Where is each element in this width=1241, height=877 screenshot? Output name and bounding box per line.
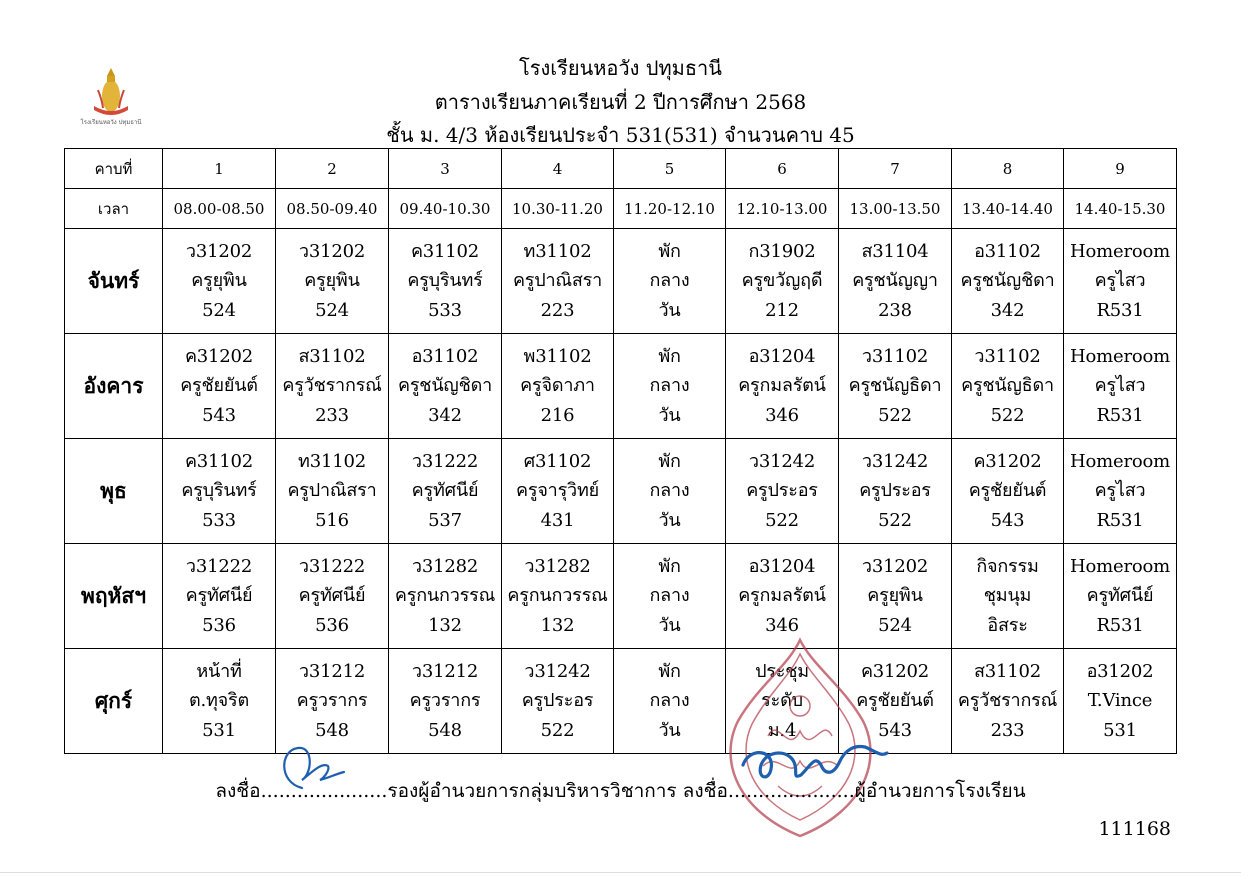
period-2: 2 bbox=[276, 149, 389, 189]
term-title: ตารางเรียนภาคเรียนที่ 2 ปีการศึกษา 2568 bbox=[434, 90, 807, 114]
day-row bbox=[65, 544, 1177, 649]
subject-code: ว31242 bbox=[524, 660, 591, 682]
schedule-cell bbox=[952, 334, 1064, 439]
period-5: 5 bbox=[614, 149, 726, 189]
room-number: วัน bbox=[658, 404, 681, 426]
subject-code: Homeroom bbox=[1069, 450, 1170, 472]
subject-code: อ31204 bbox=[748, 555, 816, 577]
room-number: วัน bbox=[658, 719, 681, 741]
period-7: 7 bbox=[839, 149, 952, 189]
teacher-name: ครูจิดาภา bbox=[520, 375, 595, 397]
room-number: 238 bbox=[878, 299, 912, 321]
room-number: 346 bbox=[765, 614, 799, 636]
teacher-name: ครูวรากร bbox=[296, 690, 368, 712]
subject-code: ว31212 bbox=[411, 660, 479, 682]
schedule-cell bbox=[614, 334, 726, 439]
room-number: 531 bbox=[1103, 719, 1137, 741]
teacher-name: ครูประอร bbox=[746, 480, 818, 502]
schedule-cell bbox=[1064, 334, 1177, 439]
day-name: ศุกร์ bbox=[65, 649, 163, 754]
schedule-cell bbox=[952, 229, 1064, 334]
room-number: 522 bbox=[878, 509, 912, 531]
time-slot-9: 14.40-15.30 bbox=[1064, 189, 1177, 229]
schedule-cell bbox=[276, 649, 389, 754]
teacher-name: กลาง bbox=[649, 690, 690, 712]
schedule-cell bbox=[1064, 649, 1177, 754]
day-name: จันทร์ bbox=[65, 229, 163, 334]
subject-code: ท31102 bbox=[298, 450, 366, 472]
teacher-name: ครูยุพิน bbox=[304, 270, 360, 292]
schedule-cell bbox=[502, 544, 614, 649]
schedule-cell bbox=[839, 229, 952, 334]
teacher-name: ครูจารุวิทย์ bbox=[516, 480, 599, 502]
room-number: 536 bbox=[315, 614, 349, 636]
subject-code: ว31222 bbox=[185, 555, 253, 577]
time-slot-6: 12.10-13.00 bbox=[726, 189, 839, 229]
schedule-cell bbox=[502, 229, 614, 334]
teacher-name: ครูกนกวรรณ bbox=[507, 585, 608, 607]
room-number: 342 bbox=[990, 299, 1025, 321]
teacher-name: ครูวัชรากรณ์ bbox=[282, 375, 382, 397]
time-slot-8: 13.40-14.40 bbox=[952, 189, 1064, 229]
room-number: R531 bbox=[1096, 614, 1144, 636]
schedule-cell bbox=[276, 439, 389, 544]
subject-code: ค31102 bbox=[184, 450, 254, 472]
subject-code: พ31102 bbox=[523, 345, 592, 367]
bottom-divider bbox=[0, 872, 1241, 873]
schedule-cell bbox=[276, 334, 389, 439]
teacher-name: ครูปาณิสรา bbox=[287, 480, 377, 502]
teacher-name: ครูชนัญญา bbox=[852, 270, 938, 292]
subject-code: กิจกรรม bbox=[976, 555, 1039, 577]
schedule-cell bbox=[952, 439, 1064, 544]
period-9: 9 bbox=[1064, 149, 1177, 189]
logo-caption: โรงเรียนหอวัง ปทุมธานี bbox=[80, 119, 142, 126]
room-number: R531 bbox=[1096, 509, 1144, 531]
subject-code: ส31102 bbox=[973, 660, 1042, 682]
schedule-cell bbox=[1064, 544, 1177, 649]
time-header-row bbox=[65, 189, 1177, 229]
teacher-name: ครูประอร bbox=[859, 480, 931, 502]
teacher-name: ครูชนัญธิดา bbox=[848, 375, 942, 397]
schedule-cell bbox=[726, 334, 839, 439]
time-label: เวลา bbox=[65, 189, 163, 229]
subject-code: ค31202 bbox=[860, 660, 930, 682]
room-number: 233 bbox=[990, 719, 1025, 741]
subject-code: ว31282 bbox=[524, 555, 591, 577]
subject-code: ค31202 bbox=[973, 450, 1042, 472]
subject-code: อ31102 bbox=[974, 240, 1041, 262]
teacher-name: T.Vince bbox=[1087, 690, 1153, 712]
room-number: 548 bbox=[428, 719, 462, 741]
teacher-name: ครูกมลรัตน์ bbox=[738, 585, 826, 607]
room-number: 346 bbox=[765, 404, 799, 426]
schedule-cell bbox=[614, 544, 726, 649]
room-number: 531 bbox=[202, 719, 236, 741]
teacher-name: ครูบุรินทร์ bbox=[181, 480, 257, 502]
subject-code: ว31222 bbox=[298, 555, 366, 577]
subject-code: ค31102 bbox=[410, 240, 480, 262]
teacher-name: กลาง bbox=[649, 375, 690, 397]
room-number: ม.4 bbox=[767, 719, 797, 741]
schedule-cell bbox=[1064, 229, 1177, 334]
day-row bbox=[65, 439, 1177, 544]
subject-code: ศ31102 bbox=[523, 450, 592, 472]
subject-code: พัก bbox=[658, 555, 681, 577]
room-number: 212 bbox=[765, 299, 799, 321]
teacher-name: ครูวัชรากรณ์ bbox=[957, 690, 1058, 712]
schedule-cell bbox=[839, 439, 952, 544]
room-number: R531 bbox=[1096, 404, 1144, 426]
schedule-cell bbox=[726, 229, 839, 334]
teacher-name: ครูชัยยันต์ bbox=[856, 690, 934, 712]
subject-code: ท31102 bbox=[523, 240, 592, 262]
room-number: 524 bbox=[878, 614, 912, 636]
time-slot-5: 11.20-12.10 bbox=[614, 189, 726, 229]
period-label: คาบที่ bbox=[65, 149, 163, 189]
schedule-cell bbox=[502, 334, 614, 439]
schedule-cell bbox=[389, 439, 502, 544]
schedule-cell bbox=[726, 439, 839, 544]
schedule-cell bbox=[614, 229, 726, 334]
subject-code: ว31102 bbox=[861, 345, 929, 367]
room-number: วัน bbox=[658, 299, 681, 321]
subject-code: พัก bbox=[658, 660, 681, 682]
teacher-name: ครูไสว bbox=[1094, 480, 1146, 502]
timetable bbox=[64, 148, 1177, 754]
room-number: 533 bbox=[428, 299, 462, 321]
teacher-name: ครูชนัญชิดา bbox=[960, 270, 1055, 292]
teacher-name: ชุมนุม bbox=[983, 585, 1032, 607]
teacher-name: กลาง bbox=[649, 270, 690, 292]
period-8: 8 bbox=[952, 149, 1064, 189]
subject-code: พัก bbox=[658, 240, 681, 262]
time-slot-3: 09.40-10.30 bbox=[389, 189, 502, 229]
room-number: 132 bbox=[428, 614, 462, 636]
room-number: 223 bbox=[540, 299, 575, 321]
teacher-name: ครูทัศนีย์ bbox=[1086, 585, 1154, 607]
room-number: 516 bbox=[315, 509, 349, 531]
class-info: ชั้น ม. 4/3 ห้องเรียนประจำ 531(531) จำนวนคาบ 45 bbox=[386, 123, 855, 147]
subject-code: ว31282 bbox=[411, 555, 479, 577]
schedule-cell bbox=[614, 439, 726, 544]
room-number: 543 bbox=[990, 509, 1025, 531]
room-number: 431 bbox=[540, 509, 575, 531]
signature-line: ลงชื่อ.....................รองผู้อำนวยการกลุ่มบริหารวิชาการ ลงชื่อ.....................ผู้อำนวยการโรงเรียน bbox=[215, 780, 1026, 802]
time-slot-2: 08.50-09.40 bbox=[276, 189, 389, 229]
period-1: 1 bbox=[163, 149, 276, 189]
time-slot-7: 13.00-13.50 bbox=[839, 189, 952, 229]
teacher-name: ครูกมลรัตน์ bbox=[738, 375, 826, 397]
room-number: R531 bbox=[1096, 299, 1144, 321]
subject-code: Homeroom bbox=[1069, 240, 1170, 262]
subject-code: พัก bbox=[658, 345, 681, 367]
day-name: พุธ bbox=[65, 439, 163, 544]
schedule-cell bbox=[276, 229, 389, 334]
schedule-cell bbox=[952, 544, 1064, 649]
schedule-cell bbox=[502, 649, 614, 754]
school-name: โรงเรียนหอวัง ปทุมธานี bbox=[519, 56, 722, 80]
schedule-cell bbox=[276, 544, 389, 649]
room-number: 522 bbox=[540, 719, 575, 741]
subject-code: ว31202 bbox=[185, 240, 253, 262]
document-code: 111168 bbox=[1098, 818, 1171, 840]
schedule-cell bbox=[389, 229, 502, 334]
room-number: วัน bbox=[658, 614, 681, 636]
schedule-cell bbox=[389, 334, 502, 439]
schedule-cell bbox=[952, 649, 1064, 754]
subject-code: ส31104 bbox=[861, 240, 929, 262]
time-slot-1: 08.00-08.50 bbox=[163, 189, 276, 229]
day-row bbox=[65, 229, 1177, 334]
room-number: 533 bbox=[202, 509, 236, 531]
room-number: 522 bbox=[990, 404, 1025, 426]
teacher-name: ครูชัยยันต์ bbox=[968, 480, 1047, 502]
room-number: 522 bbox=[765, 509, 799, 531]
subject-code: ว31202 bbox=[861, 555, 929, 577]
room-number: 132 bbox=[540, 614, 575, 636]
teacher-name: ครูชัยยันต์ bbox=[180, 375, 258, 397]
day-row bbox=[65, 649, 1177, 754]
teacher-name: กลาง bbox=[649, 585, 690, 607]
teacher-name: ครูชนัญธิดา bbox=[961, 375, 1054, 397]
schedule-cell bbox=[839, 334, 952, 439]
subject-code: ส31102 bbox=[298, 345, 366, 367]
subject-code: ว31242 bbox=[861, 450, 929, 472]
schedule-cell bbox=[163, 544, 276, 649]
schedule-cell bbox=[839, 544, 952, 649]
subject-code: ว31222 bbox=[411, 450, 479, 472]
teacher-name: กลาง bbox=[649, 480, 690, 502]
schedule-cell bbox=[502, 439, 614, 544]
room-number: 522 bbox=[878, 404, 912, 426]
subject-code: หน้าที่ bbox=[196, 660, 242, 682]
schedule-cell bbox=[163, 439, 276, 544]
period-3: 3 bbox=[389, 149, 502, 189]
teacher-name: ครูทัศนีย์ bbox=[185, 585, 253, 607]
subject-code: ค31202 bbox=[184, 345, 254, 367]
subject-code: พัก bbox=[658, 450, 681, 472]
schedule-cell bbox=[726, 544, 839, 649]
room-number: 543 bbox=[202, 404, 236, 426]
period-6: 6 bbox=[726, 149, 839, 189]
schedule-cell bbox=[1064, 439, 1177, 544]
schedule-cell bbox=[163, 334, 276, 439]
room-number: 216 bbox=[540, 404, 575, 426]
room-number: 342 bbox=[428, 404, 462, 426]
teacher-name: ครูทัศนีย์ bbox=[411, 480, 479, 502]
room-number: 524 bbox=[315, 299, 349, 321]
subject-code: ว31102 bbox=[974, 345, 1041, 367]
subject-code: อ31102 bbox=[411, 345, 479, 367]
period-4: 4 bbox=[502, 149, 614, 189]
teacher-name: ครูกนกวรรณ bbox=[394, 585, 496, 607]
teacher-name: ครูไสว bbox=[1094, 270, 1146, 292]
subject-code: ประชุม bbox=[755, 660, 809, 682]
teacher-name: ครูขวัญฤดี bbox=[741, 270, 823, 292]
subject-code: ว31242 bbox=[748, 450, 816, 472]
subject-code: อ31202 bbox=[1086, 660, 1154, 682]
schedule-cell bbox=[163, 229, 276, 334]
teacher-name: ระดับ bbox=[761, 690, 803, 712]
teacher-name: ครูยุพิน bbox=[867, 585, 923, 607]
time-slot-4: 10.30-11.20 bbox=[502, 189, 614, 229]
schedule-cell bbox=[163, 649, 276, 754]
subject-code: Homeroom bbox=[1069, 345, 1170, 367]
room-number: 548 bbox=[315, 719, 349, 741]
subject-code: อ31204 bbox=[748, 345, 816, 367]
teacher-name: ครูทัศนีย์ bbox=[298, 585, 366, 607]
teacher-name: ครูปาณิสรา bbox=[512, 270, 603, 292]
schedule-cell bbox=[614, 649, 726, 754]
teacher-name: ครูบุรินทร์ bbox=[407, 270, 483, 292]
room-number: วัน bbox=[658, 509, 681, 531]
schedule-cell bbox=[389, 649, 502, 754]
room-number: 524 bbox=[202, 299, 236, 321]
subject-code: Homeroom bbox=[1069, 555, 1170, 577]
room-number: 536 bbox=[202, 614, 236, 636]
teacher-name: ต.ทุจริต bbox=[189, 690, 249, 712]
day-name: พฤหัสฯ bbox=[65, 544, 163, 649]
subject-code: ว31202 bbox=[298, 240, 366, 262]
subject-code: ก31902 bbox=[748, 240, 816, 262]
subject-code: ว31212 bbox=[298, 660, 366, 682]
teacher-name: ครูชนัญชิดา bbox=[398, 375, 492, 397]
day-row bbox=[65, 334, 1177, 439]
room-number: 543 bbox=[878, 719, 912, 741]
teacher-name: ครูไสว bbox=[1094, 375, 1146, 397]
period-header-row bbox=[65, 149, 1177, 189]
teacher-name: ครูยุพิน bbox=[191, 270, 247, 292]
room-number: อิสระ bbox=[987, 614, 1028, 636]
day-name: อังคาร bbox=[65, 334, 163, 439]
teacher-name: ครูวรากร bbox=[409, 690, 481, 712]
room-number: 537 bbox=[428, 509, 462, 531]
teacher-name: ครูประอร bbox=[521, 690, 594, 712]
room-number: 233 bbox=[315, 404, 349, 426]
schedule-cell bbox=[389, 544, 502, 649]
